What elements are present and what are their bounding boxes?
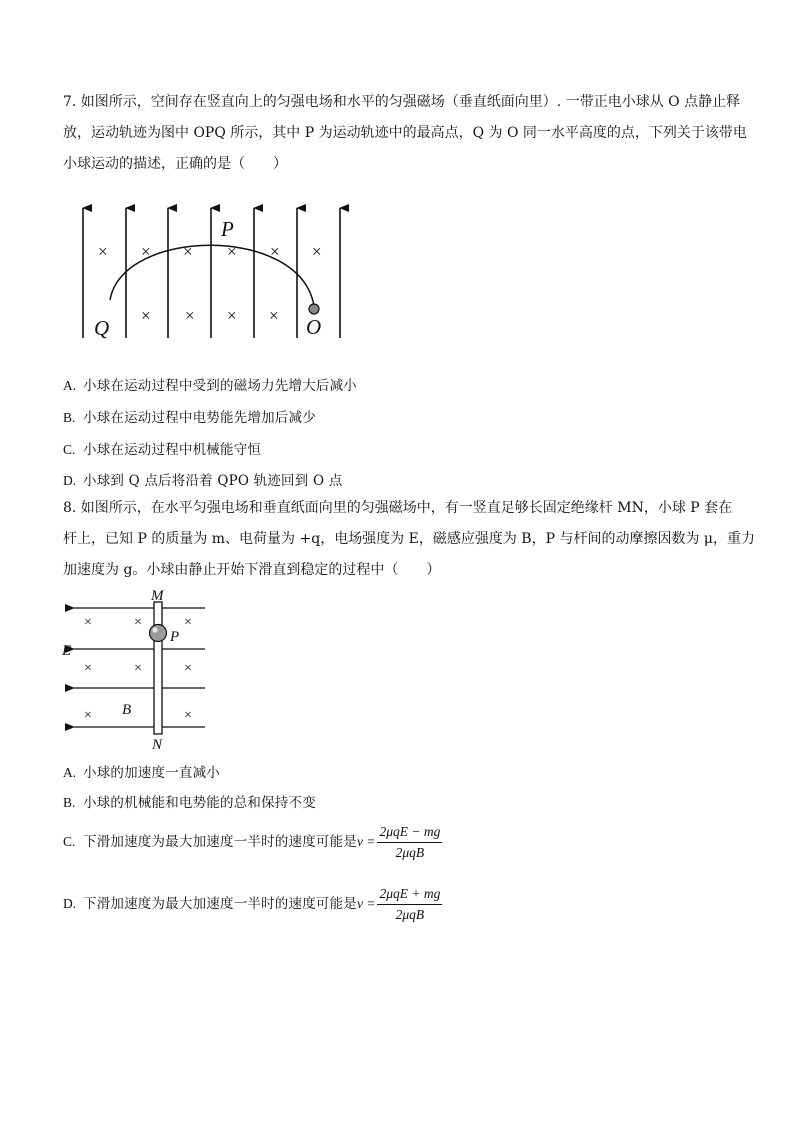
option-text: 小球到 Q 点后将沿着 QPO 轨迹回到 O 点 xyxy=(83,473,343,489)
q7-option-c[interactable] xyxy=(63,438,261,458)
cross-mark: × xyxy=(227,242,237,261)
formula-fraction xyxy=(377,824,442,861)
fraction-denominator: 2μqB xyxy=(395,907,425,922)
q8-figure xyxy=(60,586,210,752)
option-letter: C. xyxy=(63,442,76,457)
fraction-numerator: 2μqE + mg xyxy=(377,886,442,905)
fraction-numerator: 2μqE − mg xyxy=(377,824,442,843)
option-letter: A. xyxy=(63,765,77,780)
q8-label-b: B xyxy=(122,702,132,718)
cross-mark: × xyxy=(270,242,280,261)
option-letter: B. xyxy=(63,795,76,810)
q8-label-m: M xyxy=(151,588,164,604)
q8-ball xyxy=(150,625,167,642)
q8-option-b[interactable] xyxy=(63,791,316,811)
q8-rod xyxy=(154,602,162,734)
q7-ball xyxy=(309,304,319,314)
q8-option-d[interactable] xyxy=(63,886,442,923)
q7-option-d[interactable] xyxy=(63,469,342,489)
q7-stem-line-2: 放，运动轨迹为图中 OPQ 所示，其中 P 为运动轨迹中的最高点，Q 为 O 同一水平高度的点，下列关于该带电 xyxy=(63,125,747,141)
option-text: 小球在运动过程中电势能先增加后减少 xyxy=(83,410,316,426)
q8-option-c[interactable] xyxy=(63,824,442,861)
option-text: 下滑加速度为最大加速度一半时的速度可能是 xyxy=(83,834,357,850)
cross-mark: × xyxy=(184,661,192,676)
q8-label-e: E xyxy=(62,643,72,659)
option-letter: B. xyxy=(63,410,76,425)
cross-mark: × xyxy=(134,615,142,630)
cross-mark: × xyxy=(84,615,92,630)
q7-stem-line-3: 小球运动的描述，正确的是（ ） xyxy=(63,156,287,172)
option-letter: C. xyxy=(63,834,76,849)
q7-option-a[interactable] xyxy=(63,374,357,394)
q7-stem-line-1: 7. 如图所示，空间存在竖直向上的匀强电场和水平的匀强磁场（垂直纸面向里）. 一带正电小球从 O 点静止释 xyxy=(63,94,741,110)
cross-mark: × xyxy=(183,242,193,261)
q7-option-b[interactable] xyxy=(63,406,316,426)
cross-mark: × xyxy=(185,306,195,325)
option-letter: A. xyxy=(63,378,77,393)
q8-label-n: N xyxy=(152,737,163,752)
formula-variable: v = xyxy=(357,834,376,849)
q8-stem xyxy=(63,493,756,586)
option-text: 小球在运动过程中机械能守恒 xyxy=(83,442,262,458)
cross-mark: × xyxy=(269,306,279,325)
cross-mark: × xyxy=(184,615,192,630)
cross-mark: × xyxy=(141,306,151,325)
q7-field-lines xyxy=(83,208,340,338)
option-text: 小球的加速度一直减小 xyxy=(83,765,220,781)
option-text: 小球在运动过程中受到的磁场力先增大后减小 xyxy=(83,378,357,394)
option-letter: D. xyxy=(63,896,77,911)
option-text: 小球的机械能和电势能的总和保持不变 xyxy=(83,795,316,811)
q7-label-p: P xyxy=(221,217,234,241)
cross-mark: × xyxy=(98,242,108,261)
q8-option-a[interactable] xyxy=(63,761,220,781)
q7-label-o: O xyxy=(306,315,322,339)
cross-mark: × xyxy=(134,661,142,676)
q7-label-q: Q xyxy=(94,316,110,340)
cross-mark: × xyxy=(227,306,237,325)
option-letter: D. xyxy=(63,473,77,488)
formula-fraction xyxy=(377,886,442,923)
cross-mark: × xyxy=(84,661,92,676)
q8-stem-line-1: 8. 如图所示，在水平匀强电场和垂直纸面向里的匀强磁场中，有一竖直足够长固定绝缘杆 MN，小球 P 套在 xyxy=(63,500,733,516)
q8-stem-line-3: 加速度为 g。小球由静止开始下滑直到稳定的过程中（ ） xyxy=(63,562,441,578)
q8-ball-highlight xyxy=(152,627,157,632)
formula-variable: v = xyxy=(357,896,376,911)
cross-mark: × xyxy=(184,708,192,723)
q7-stem xyxy=(63,87,747,180)
q8-label-p: P xyxy=(170,629,180,645)
q7-crosses xyxy=(98,242,322,325)
fraction-denominator: 2μqB xyxy=(395,845,425,860)
option-text: 下滑加速度为最大加速度一半时的速度可能是 xyxy=(83,896,357,912)
cross-mark: × xyxy=(312,242,322,261)
q8-stem-line-2: 杆上，已知 P 的质量为 m、电荷量为 +q，电场强度为 E，磁感应强度为 B，P 与杆间的动摩擦因数为 μ，重力 xyxy=(63,531,756,547)
cross-mark: × xyxy=(141,242,151,261)
cross-mark: × xyxy=(84,708,92,723)
q7-figure xyxy=(70,196,360,346)
